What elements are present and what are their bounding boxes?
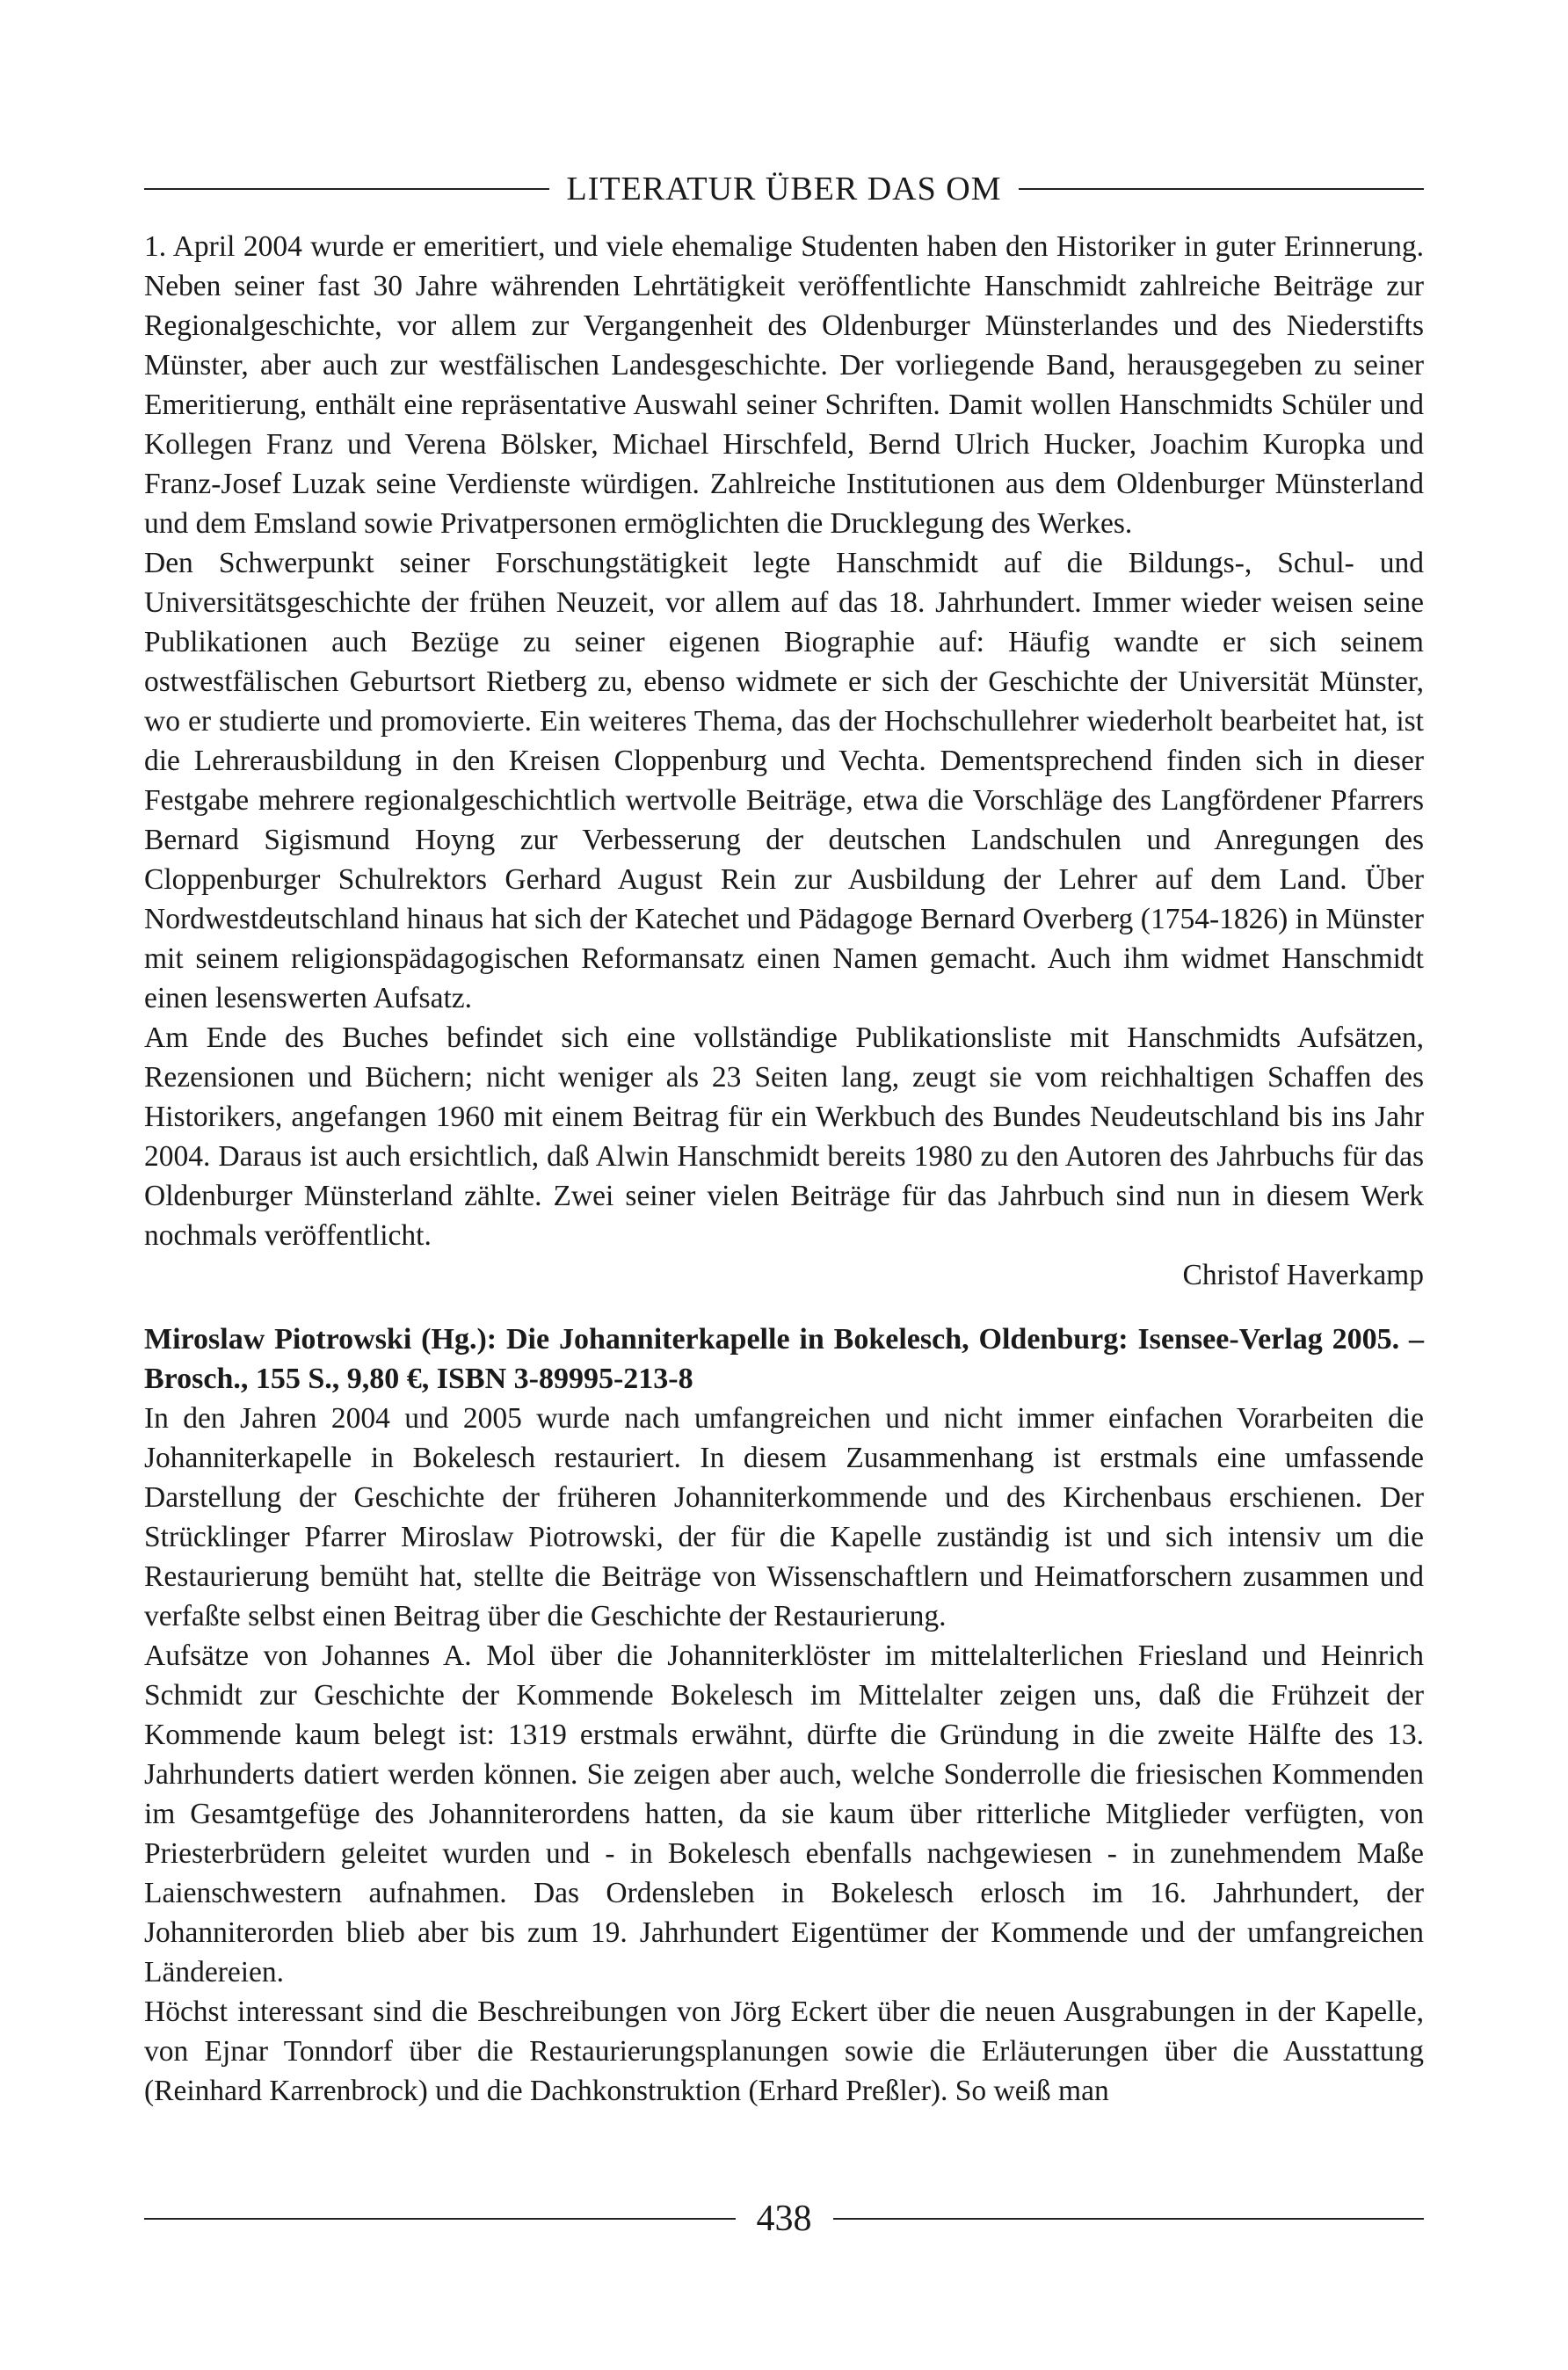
review1-paragraph-2: Den Schwerpunkt seiner Forschungstätigkeit legte Hanschmidt auf die Bildungs-, Schul- und Universitätsgeschichte der frühen Neuzeit, vor allem auf das 18. Jahrhundert. Immer wieder weisen seine Publikationen auch Bezüge zu seiner eigenen Biographie auf: Häufig wandte er sich seinem ostwestfälischen Geburtsort Rietberg zu, ebenso widmete er sich der Geschichte der Universität Münster, wo er studierte und promovierte. Ein weiteres Thema, das der Hochschullehrer wiederholt bearbeitet hat, ist die Lehrerausbildung in den Kreisen Cloppenburg und Vechta. Dementsprechend finden sich in dieser Festgabe mehrere regionalgeschichtlich wertvolle Beiträge, etwa die Vorschläge des Langfördener Pfarrers Bernard Sigismund Hoyng zur Verbesserung der deutschen Landschulen und Anregungen des Cloppenburger Schulrektors Gerhard August Rein zur Ausbildung der Lehrer auf dem Land. Über Nordwestdeutschland hinaus hat sich der Katechet und Pädagoge Bernard Overberg (1754-1826) in Münster mit seinem religionspädagogischen Reformansatz einen Namen gemacht. Auch ihm widmet Hanschmidt einen lesenswerten Aufsatz. xyxy=(144,547,1424,1014)
page-number: 438 xyxy=(756,2199,812,2239)
page-footer xyxy=(144,2192,1424,2245)
review2-paragraph-3: Höchst interessant sind die Beschreibungen von Jörg Eckert über die neuen Ausgrabungen in der Kapelle, von Ejnar Tonndorf über die Restaurierungsplanungen sowie die Erläuterungen über die Ausstattung (Reinhard Karrenbrock) und die Dachkonstruktion (Erhard Preßler). So weiß man xyxy=(144,1996,1424,2107)
review2-paragraph-1: In den Jahren 2004 und 2005 wurde nach umfangreichen und nicht immer einfachen Vorarbeiten die Johanniterkapelle in Bokelesch restauriert. In diesem Zusammenhang ist erstmals eine umfassende Darstellung der Geschichte der früheren Johanniterkommende und des Kirchenbaus erschienen. Der Strücklinger Pfarrer Miroslaw Piotrowski, der für die Kapelle zuständig ist und sich intensiv um die Restaurierung bemüht hat, stellte die Beiträge von Wissenschaftlern und Heimatforschern zusammen und verfaßte selbst einen Beitrag über die Geschichte der Restaurierung. xyxy=(144,1402,1424,1632)
review1-signature: Christof Haverkamp xyxy=(1182,1259,1424,1291)
review2-paragraph-2: Aufsätze von Johannes A. Mol über die Johanniterklöster im mittelalterlichen Friesland und Heinrich Schmidt zur Geschichte der Kommende Bokelesch im Mittelalter zeigen uns, daß die Frühzeit der Kommende kaum belegt ist: 1319 erstmals erwähnt, dürfte die Gründung in die zweite Hälfte des 13. Jahrhunderts datiert werden können. Sie zeigen aber auch, welche Sonderrolle die friesischen Kommenden im Gesamtgefüge des Johanniterordens hatten, da sie kaum über ritterliche Mitglieder verfügten, von Priesterbrüdern geleitet wurden und - in Bokelesch ebenfalls nachgewiesen - in zunehmendem Maße Laienschwestern aufnahmen. Das Ordensleben in Bokelesch erlosch im 16. Jahrhundert, der Johanniterorden blieb aber bis zum 19. Jahrhundert Eigentümer der Kommende und der umfangreichen Ländereien. xyxy=(144,1639,1424,1988)
header-rule-right xyxy=(1019,188,1424,190)
review-hanschmidt xyxy=(144,227,1424,1295)
footer-rule-left xyxy=(144,2218,736,2220)
running-header-title: LITERATUR ÜBER DAS OM xyxy=(566,171,1002,207)
running-header xyxy=(144,158,1424,220)
header-rule-left xyxy=(144,188,549,190)
page-body xyxy=(144,158,1424,2111)
review-bokelesch xyxy=(144,1319,1424,2111)
footer-rule-right xyxy=(833,2218,1425,2220)
review1-paragraph-3: Am Ende des Buches befindet sich eine vollständige Publikationsliste mit Hanschmidts Aufsätzen, Rezensionen und Büchern; nicht weniger als 23 Seiten lang, zeugt sie vom reichhaltigen Schaffen des Historikers, angefangen 1960 mit einem Beitrag für ein Werkbuch des Bundes Neudeutschland bis ins Jahr 2004. Daraus ist auch ersichtlich, daß Alwin Hanschmidt bereits 1980 zu den Autoren des Jahrbuchs für das Oldenburger Münsterland zählte. Zwei seiner vielen Beiträge für das Jahrbuch sind nun in diesem Werk nochmals veröffentlicht. xyxy=(144,1021,1424,1252)
review1-paragraph-1: 1. April 2004 wurde er emeritiert, und viele ehemalige Studenten haben den Historiker in guter Erinnerung. Neben seiner fast 30 Jahre währenden Lehrtätigkeit veröffentlichte Hanschmidt zahlreiche Beiträge zur Regionalgeschichte, vor allem zur Vergangenheit des Oldenburger Münsterlandes und des Niederstifts Münster, aber auch zur westfälischen Landesgeschichte. Der vorliegende Band, herausgegeben zu seiner Emeritierung, enthält eine repräsentative Auswahl seiner Schriften. Damit wollen Hanschmidts Schüler und Kollegen Franz und Verena Bölsker, Michael Hirschfeld, Bernd Ulrich Hucker, Joachim Kuropka und Franz-Josef Luzak seine Verdienste würdigen. Zahlreiche Institutionen aus dem Oldenburger Münsterland und dem Emsland sowie Privatpersonen ermöglichten die Drucklegung des Werkes. xyxy=(144,230,1424,540)
review2-heading: Miroslaw Piotrowski (Hg.): Die Johanniterkapelle in Bokelesch, Oldenburg: Isensee-Verlag 2005. – Brosch., 155 S., 9,80 €, ISBN 3-89995-213-8 xyxy=(144,1323,1424,1395)
